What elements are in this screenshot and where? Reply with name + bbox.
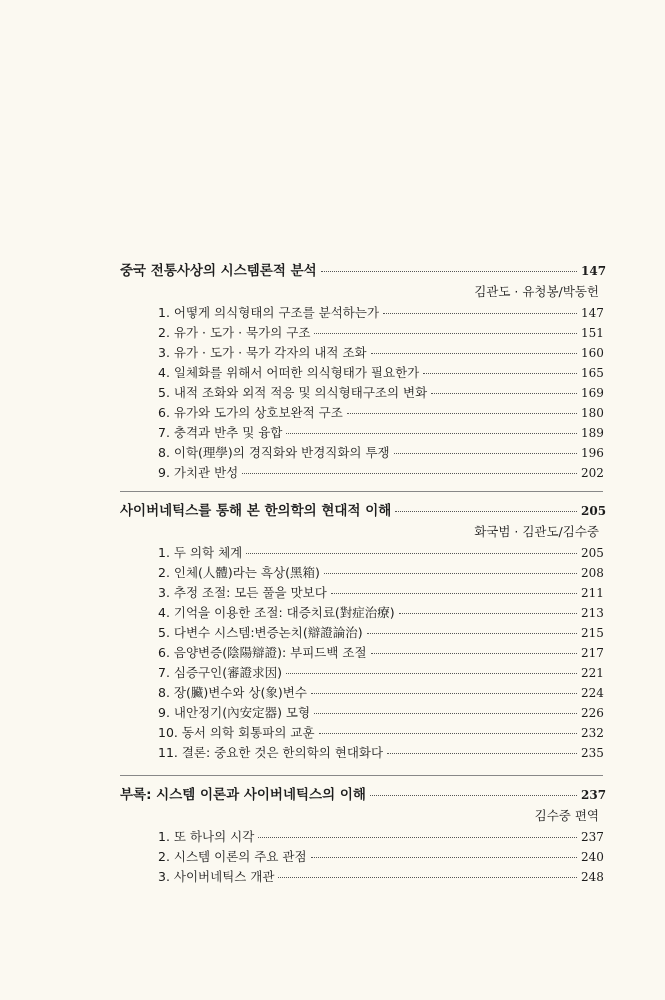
- item-label: 3. 사이버네틱스 개관: [158, 869, 275, 884]
- page-number: 147: [581, 264, 607, 278]
- dot-leader: [314, 333, 577, 334]
- page-number: 213: [581, 606, 604, 620]
- section-authors: 화국범 · 김관도/김수중: [474, 524, 599, 539]
- toc-item: [120, 847, 603, 867]
- page-number: 205: [581, 504, 607, 518]
- toc-item: [120, 543, 603, 563]
- dot-leader: [258, 837, 577, 838]
- item-label: 9. 가치관 반성: [158, 465, 239, 480]
- item-label: 7. 심증구인(審證求因): [158, 665, 282, 680]
- dot-leader: [370, 795, 577, 796]
- section-heading: [120, 499, 607, 521]
- item-label: 3. 추정 조절: 모든 풀을 맛보다: [158, 585, 327, 600]
- dot-leader: [387, 753, 577, 754]
- item-label: 9. 내안정기(內安定器) 모형: [158, 705, 311, 720]
- page-number: 196: [581, 446, 604, 460]
- toc-item: [120, 827, 603, 847]
- toc-item: [120, 463, 603, 483]
- toc-item: [120, 323, 603, 343]
- dot-leader: [399, 613, 577, 614]
- page-number: 202: [581, 466, 604, 480]
- toc-item: [120, 583, 603, 603]
- dot-leader: [347, 413, 577, 414]
- toc-section-1: [120, 259, 607, 483]
- item-label: 3. 유가 · 도가 · 묵가 각자의 내적 조화: [158, 345, 367, 360]
- toc-item: [120, 443, 603, 463]
- dot-leader: [367, 633, 577, 634]
- section-title: 사이버네틱스를 통해 본 한의학의 현대적 이해: [120, 503, 392, 519]
- item-label: 7. 충격과 반추 및 융합: [158, 425, 283, 440]
- section-heading: [120, 783, 607, 805]
- page-number: 151: [581, 326, 604, 340]
- item-label: 2. 시스템 이론의 주요 관점: [158, 849, 307, 864]
- section-authors: 김수중 편역: [534, 808, 599, 823]
- toc-section-3: [120, 783, 607, 887]
- item-label: 5. 내적 조화와 외적 적응 및 의식형태구조의 변화: [158, 385, 428, 400]
- toc-item: [120, 343, 603, 363]
- page-number: 165: [581, 366, 604, 380]
- toc-item: [120, 743, 603, 763]
- page-number: 208: [581, 566, 604, 580]
- section-divider: [120, 491, 603, 492]
- item-label: 2. 인체(人體)라는 흑상(黑箱): [158, 565, 320, 580]
- dot-leader: [331, 593, 577, 594]
- item-label: 4. 일체화를 위해서 어떠한 의식형태가 필요한가: [158, 365, 420, 380]
- page-number: 180: [581, 406, 604, 420]
- page-number: 211: [581, 586, 604, 600]
- toc-item: [120, 643, 603, 663]
- dot-leader: [371, 653, 577, 654]
- dot-leader: [395, 511, 577, 512]
- toc-item: [120, 423, 603, 443]
- item-label: 6. 유가와 도가의 상호보완적 구조: [158, 405, 343, 420]
- page-number: 160: [581, 346, 604, 360]
- item-label: 8. 장(臟)변수와 상(象)변수: [158, 685, 307, 700]
- page-number: 205: [581, 546, 604, 560]
- page-number: 232: [581, 726, 604, 740]
- dot-leader: [286, 433, 577, 434]
- page-number: 237: [581, 788, 607, 802]
- page-number: 221: [581, 666, 604, 680]
- dot-leader: [246, 553, 577, 554]
- item-label: 6. 음양변증(陰陽辯證): 부피드백 조절: [158, 645, 367, 660]
- dot-leader: [286, 673, 577, 674]
- item-label: 1. 어떻게 의식형태의 구조를 분석하는가: [158, 305, 380, 320]
- item-label: 11. 결론: 중요한 것은 한의학의 현대화다: [158, 745, 384, 760]
- toc-item: [120, 723, 603, 743]
- page-number: 248: [581, 870, 604, 884]
- item-label: 4. 기억을 이용한 조절: 대증치료(對症治療): [158, 605, 395, 620]
- dot-leader: [319, 733, 577, 734]
- toc-item: [120, 403, 603, 423]
- dot-leader: [314, 713, 577, 714]
- toc-item: [120, 563, 603, 583]
- toc-item: [120, 683, 603, 703]
- page-number: 147: [581, 306, 604, 320]
- toc-item: [120, 867, 603, 887]
- dot-leader: [242, 473, 577, 474]
- item-label: 5. 다변수 시스템:변증논치(辯證論治): [158, 625, 363, 640]
- dot-leader: [324, 573, 577, 574]
- item-label: 10. 동서 의학 회통파의 교훈: [158, 725, 315, 740]
- toc-item: [120, 663, 603, 683]
- page-number: 169: [581, 386, 604, 400]
- section-heading: [120, 259, 607, 281]
- page-number: 224: [581, 686, 604, 700]
- item-label: 1. 또 하나의 시각: [158, 829, 255, 844]
- dot-leader: [311, 857, 577, 858]
- toc-item: [120, 623, 603, 643]
- page-number: 240: [581, 850, 604, 864]
- page-number: 237: [581, 830, 604, 844]
- page-number: 226: [581, 706, 604, 720]
- page-number: 235: [581, 746, 604, 760]
- dot-leader: [394, 453, 577, 454]
- dot-leader: [311, 693, 577, 694]
- page-number: 217: [581, 646, 604, 660]
- toc-item: [120, 703, 603, 723]
- item-label: 1. 두 의학 체계: [158, 545, 243, 560]
- page-number: 215: [581, 626, 604, 640]
- dot-leader: [371, 353, 577, 354]
- item-label: 2. 유가 · 도가 · 묵가의 구조: [158, 325, 311, 340]
- dot-leader: [278, 877, 577, 878]
- section-title: 부록: 시스템 이론과 사이버네틱스의 이해: [120, 787, 366, 803]
- toc-section-2: [120, 499, 607, 763]
- section-divider: [120, 775, 603, 776]
- toc-item: [120, 383, 603, 403]
- dot-leader: [383, 313, 577, 314]
- section-authors: 김관도 · 유청봉/박동헌: [474, 284, 599, 299]
- dot-leader: [423, 373, 577, 374]
- dot-leader: [321, 271, 577, 272]
- toc-item: [120, 603, 603, 623]
- item-label: 8. 이학(理學)의 경직화와 반경직화의 투쟁: [158, 445, 390, 460]
- dot-leader: [431, 393, 577, 394]
- toc-item: [120, 303, 603, 323]
- toc-item: [120, 363, 603, 383]
- section-title: 중국 전통사상의 시스템론적 분석: [120, 263, 317, 279]
- page-number: 189: [581, 426, 604, 440]
